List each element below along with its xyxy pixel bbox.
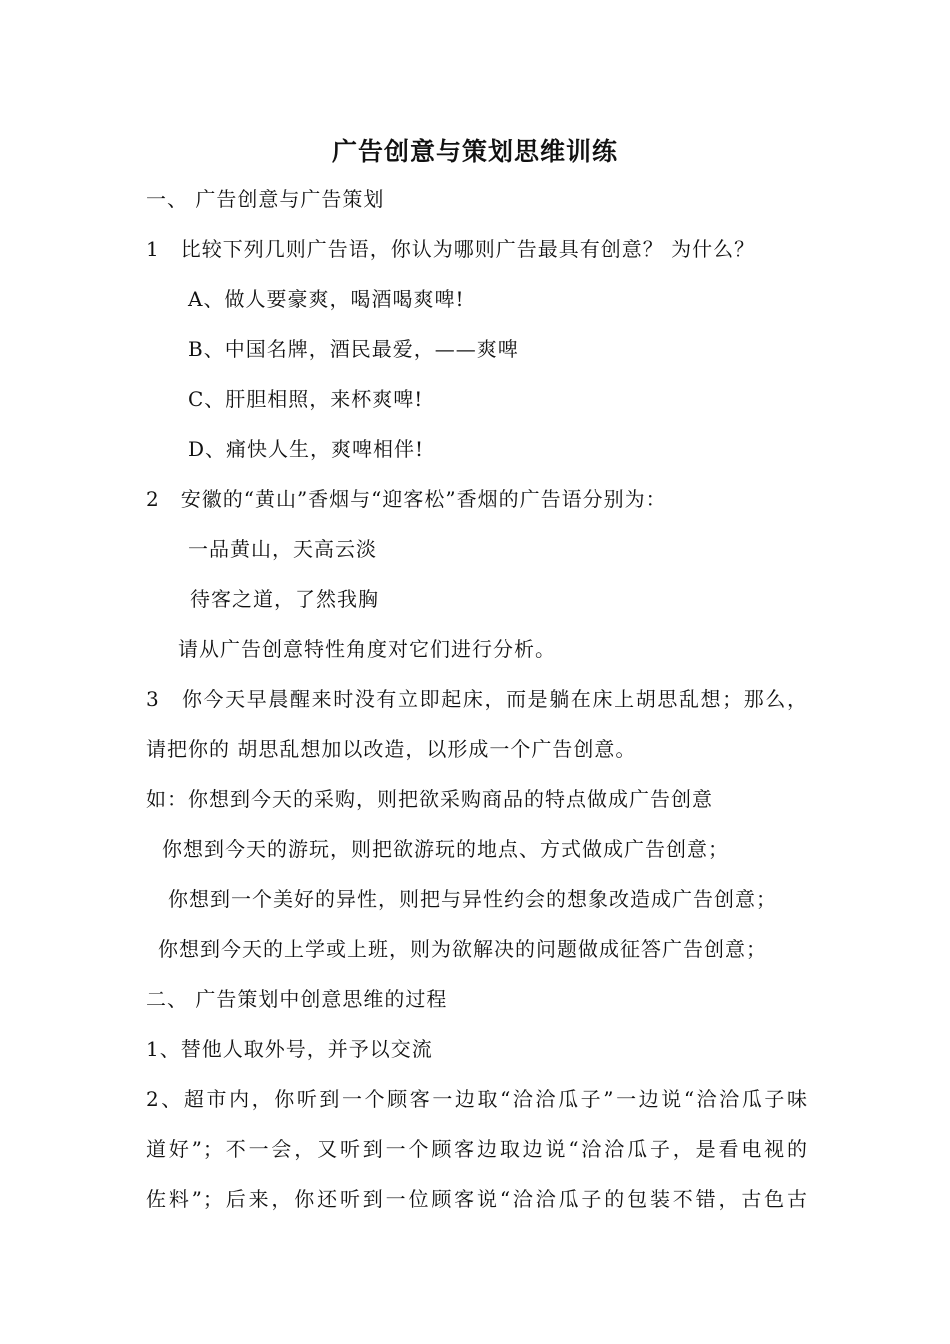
document-title: 广告创意与策划思维训练 <box>331 137 618 166</box>
section-heading-1: 一、 广告创意与广告策划 <box>146 187 385 211</box>
question-2-instruction: 请从广告创意特性角度对它们进行分析。 <box>178 637 556 661</box>
example-2: 你想到今天的游玩，则把欲游玩的地点、方式做成广告创意； <box>162 837 729 861</box>
slogan-yingkesong: 待客之道，了然我胸 <box>190 587 379 611</box>
section-2-item-2-line-3: 佐料”；后来，你还听到一位顾客说“洽洽瓜子的包装不错，古色古 <box>146 1187 808 1211</box>
option-c: C、肝胆相照，来杯爽啤! <box>188 387 424 411</box>
question-3-line-1: 3 你今天早晨醒来时没有立即起床，而是躺在床上胡思乱想；那么， <box>146 687 808 711</box>
slogan-huangshan: 一品黄山，天高云淡 <box>188 537 377 561</box>
option-b: B、中国名牌，酒民最爱，——爽啤 <box>188 337 519 361</box>
example-4: 你想到今天的上学或上班，则为欲解决的问题做成征答广告创意； <box>158 937 767 961</box>
example-3: 你想到一个美好的异性，则把与异性约会的想象改造成广告创意； <box>168 887 777 911</box>
option-d: D、痛快人生，爽啤相伴! <box>188 437 425 461</box>
section-2-item-1: 1、替他人取外号，并予以交流 <box>146 1037 433 1061</box>
question-2: 2 安徽的“黄山”香烟与“迎客松”香烟的广告语分别为： <box>146 487 667 511</box>
example-1: 如：你想到今天的采购，则把欲采购商品的特点做成广告创意 <box>146 787 713 811</box>
section-heading-2: 二、 广告策划中创意思维的过程 <box>146 987 448 1011</box>
option-a: A、做人要豪爽，喝酒喝爽啤! <box>188 287 465 311</box>
section-2-item-2-line-2: 道好”；不一会，又听到一个顾客边取边说“洽洽瓜子，是看电视的 <box>146 1137 808 1161</box>
section-2-item-2-line-1: 2、超市内，你听到一个顾客一边取“洽洽瓜子”一边说“洽洽瓜子味 <box>146 1087 808 1111</box>
question-1: 1 比较下列几则广告语，你认为哪则广告最具有创意？ 为什么？ <box>146 237 756 261</box>
question-3-line-2: 请把你的 胡思乱想加以改造，以形成一个广告创意。 <box>146 737 637 761</box>
